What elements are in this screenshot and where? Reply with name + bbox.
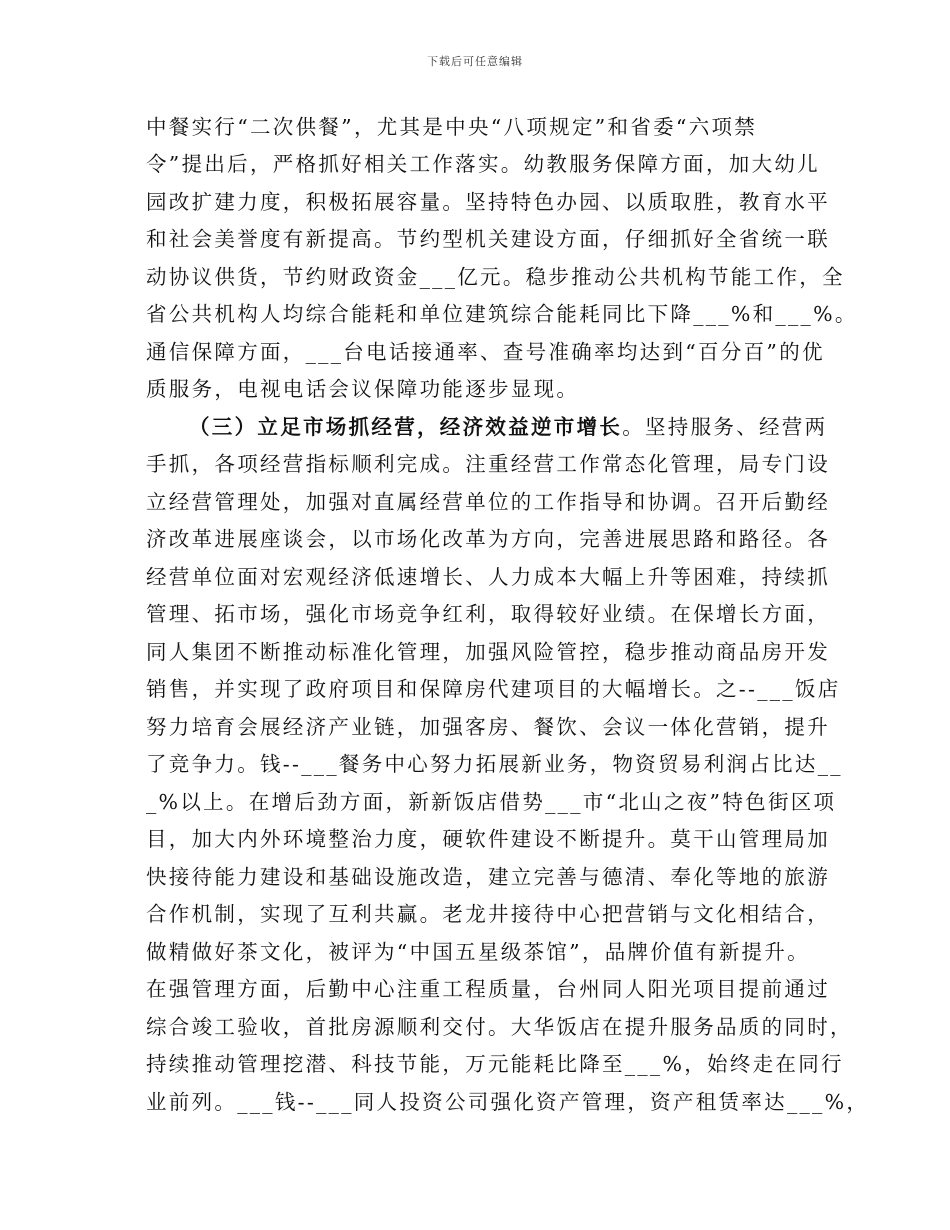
text-line: 园改扩建力度，积极拓展容量。坚持特色办园、以质取胜，教育水平 [146,190,830,214]
text-line: 销售，并实现了政府项目和保障房代建项目的大幅增长。之--___饭店 [146,677,841,701]
text-line: 和社会美誉度有新提高。节约型机关建设方面，仔细抓好全省统一联 [146,227,830,251]
text-line: 了竞争力。钱--___餐务中心努力拓展新业务，物资贸易利润占比达__ [146,752,843,776]
page-header: 下载后可任意编辑 [427,55,523,68]
section-heading-continuation: 。坚持服务、经营两 [622,415,828,439]
section-heading: （三）立足市场抓经营，经济效益逆市增长 [189,415,623,439]
text-line: 动协议供货，节约财政资金___亿元。稳步推动公共机构节能工作，全 [146,265,845,289]
text-line: _%以上。在增后劲方面，新新饭店借势___市“北山之夜”特色街区项 [146,790,837,814]
text-line: 手抓，各项经营指标顺利完成。注重经营工作常态化管理，局专门设 [146,452,830,476]
text-line: 中餐实行“二次供餐”，尤其是中央“八项规定”和省委“六项禁 [146,115,758,139]
text-line: 快接待能力建设和基础设施改造，建立完善与德清、奉化等地的旅游 [146,865,830,889]
text-line: 努力培育会展经济产业链，加强客房、餐饮、会议一体化营销，提升 [146,715,830,739]
text-line: 令”提出后，严格抓好相关工作落实。幼教服务保障方面，加大幼儿 [146,152,820,176]
text-line: 济改革进展座谈会，以市场化改革为方向，完善进展思路和路径。各 [146,527,830,551]
text-line: 经营单位面对宏观经济低速增长、人力成本大幅上升等困难，持续抓 [146,565,830,589]
text-line: 管理、拓市场，强化市场竞争红利，取得较好业绩。在保增长方面， [146,602,830,626]
text-line: 立经营管理处，加强对直属经营单位的工作指导和协调。召开后勤经 [146,490,830,514]
text-line: 做精做好茶文化，被评为“中国五星级茶馆”，品牌价值有新提升。 [146,940,810,964]
text-line: 持续推动管理挖潜、科技节能，万元能耗比降至___%，始终走在同行 [146,1052,844,1076]
text-line: 合作机制，实现了互利共赢。老龙井接待中心把营销与文化相结合， [146,902,830,926]
text-line: 质服务，电视电话会议保障功能逐步显现。 [146,377,580,401]
text-line: 在强管理方面，后勤中心注重工程质量，台州同人阳光项目提前通过 [146,977,830,1001]
text-line: 业前列。___钱--___同人投资公司强化资产管理，资产租赁率达___%， [146,1090,870,1114]
text-line: 通信保障方面，___台电话接通率、查号准确率均达到“百分百”的优 [146,340,825,364]
text-line: 综合竣工验收，首批房源顺利交付。大华饭店在提升服务品质的同时， [146,1015,853,1039]
section-heading-line [189,413,827,441]
text-line: 同人集团不断推动标准化管理，加强风险管控，稳步推动商品房开发 [146,640,830,664]
text-line: 目，加大内外环境整治力度，硬软件建设不断提升。莫干山管理局加 [146,827,830,851]
text-line: 省公共机构人均综合能耗和单位建筑综合能耗同比下降___%和___%。 [146,302,858,326]
